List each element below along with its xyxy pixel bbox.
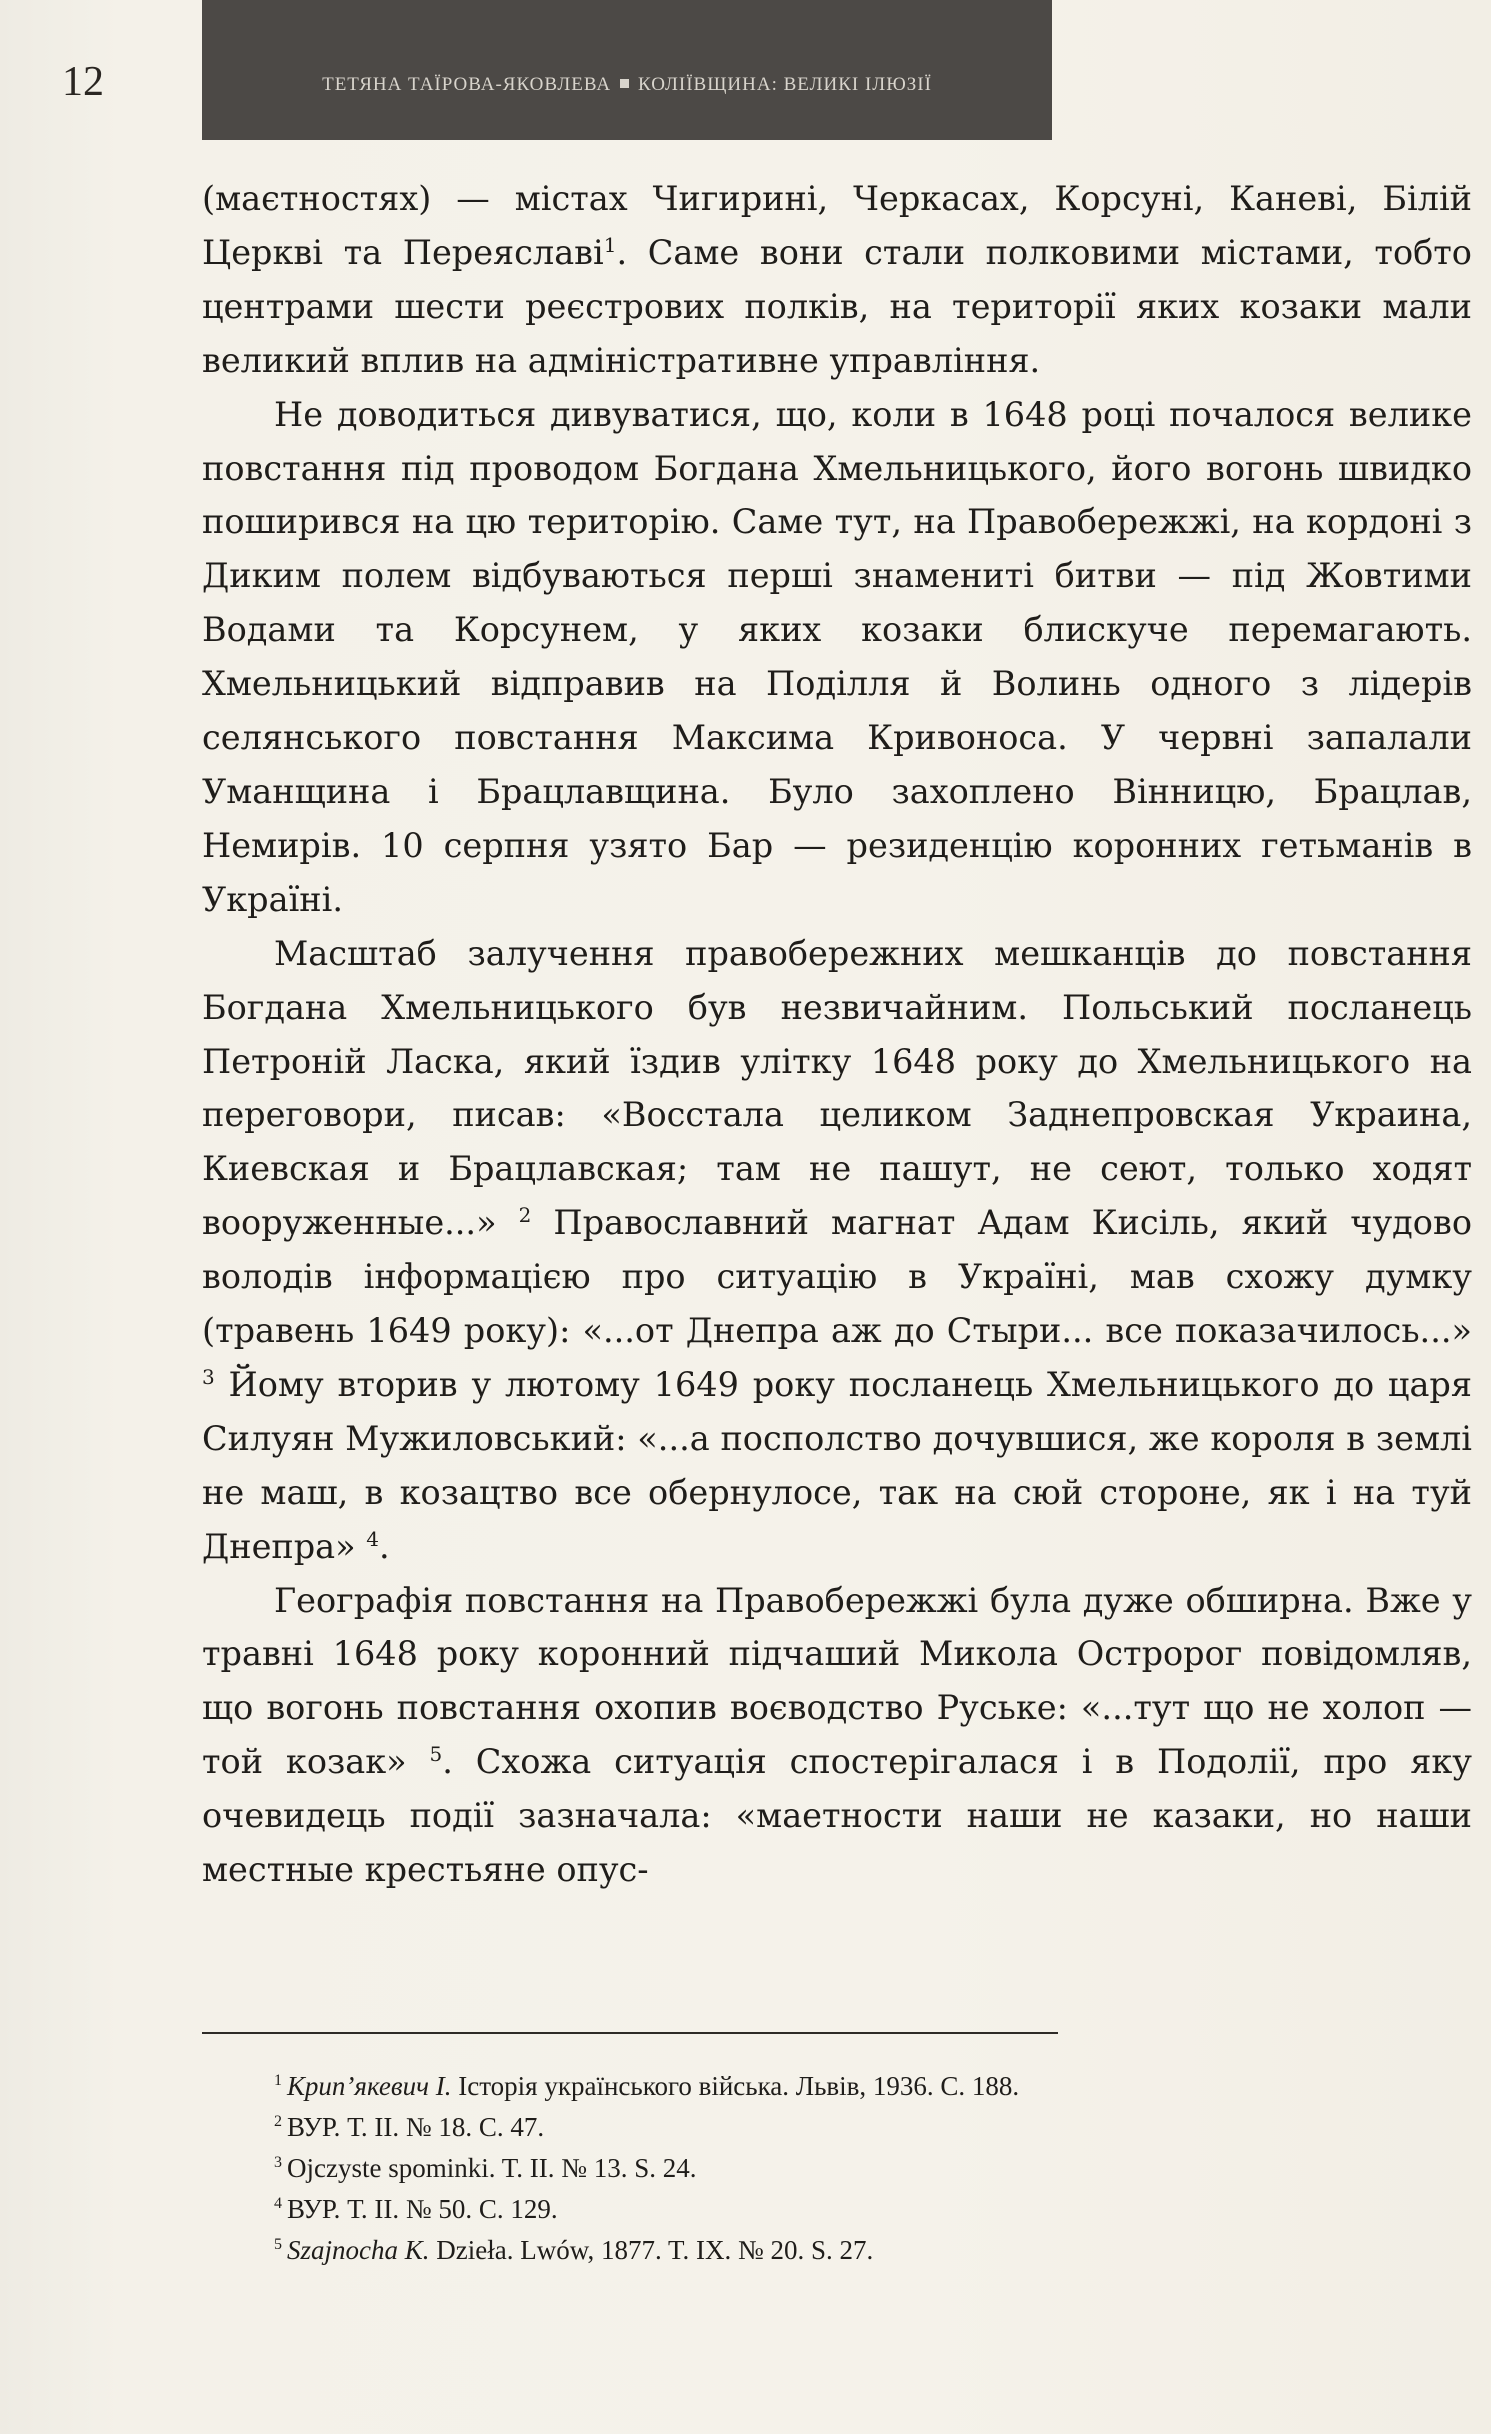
paragraph-text: . Схожа ситуація спостерігалася і в Подолії, про яку очевидець події зазначала: «маетности наши не казаки, но наши местные крестьяне опус- (202, 1742, 1472, 1890)
footnote-reference: 3 (202, 1364, 215, 1389)
footnote-text: Історія українського війська. Львів, 1936. С. 188. (451, 2071, 1020, 2101)
footnote-number: 2 (274, 2113, 282, 2130)
paragraph-text: (маєтностях) — містах Чигирині, Черкасах, Корсуні, Каневі, Білій Церкві та Переяславі (202, 179, 1472, 272)
footnote-number: 1 (274, 2072, 282, 2089)
footnote-text: Dzieła. Lwów, 1877. T. IX. № 20. S. 27. (429, 2235, 874, 2265)
paragraph (202, 927, 1472, 1574)
footnote-reference: 1 (603, 232, 617, 257)
paragraph-text: . Саме вони стали полковими містами, тобто центрами шести реєстрових полків, на території яких козаки мали великий вплив на адміністративне управління. (202, 232, 1472, 380)
footnote (274, 2227, 1424, 2268)
footnote-number: 3 (274, 2154, 282, 2171)
running-header-text (202, 74, 1052, 96)
footnote-text: Ojczyste spominki. T. II. № 13. S. 24. (287, 2153, 697, 2183)
footnote-author: Крип’якевич І. (287, 2071, 452, 2101)
footnote-reference: 2 (518, 1203, 532, 1228)
footnote-author: Szajnocha K. (287, 2235, 430, 2265)
main-text (202, 172, 1472, 1897)
running-header (202, 0, 1052, 140)
paragraph (202, 172, 1472, 388)
footnote (274, 2145, 1424, 2186)
paragraph-text: Географія повстання на Правобережжі була дуже обширна. Вже у травні 1648 року коронний підчаший Микола Остророг повідомляв, що вогонь повстання охопив воєводство Руське: «...тут що не холоп — той козак» (202, 1580, 1472, 1782)
paragraph (202, 1574, 1472, 1897)
footnote-number: 5 (274, 2236, 282, 2253)
paragraph-text: Православний магнат Адам Кисіль, який чудово володів інформацією про ситуацію в Україні, мав схожу думку (травень 1649 року): «...от Днепра аж до Стыри... все показачилось...» (202, 1203, 1472, 1351)
paragraph-text: Йому вторив у лютому 1649 року посланець Хмельницького до царя Силуян Мужиловський: «...а посполство дочувшися, же короля в землі не маш, в козацтво все обернулосе, так на сюй стороне, як і на туй Днепра» (202, 1364, 1472, 1566)
page-number: 12 (62, 59, 104, 105)
header-book-title: КОЛІЇВЩИНА: ВЕЛИКІ ІЛЮЗІЇ (638, 74, 932, 95)
footnote-number: 4 (274, 2195, 282, 2212)
footnotes (274, 2063, 1424, 2268)
footnote (274, 2104, 1424, 2145)
footnote (274, 2186, 1424, 2227)
footnote-text: ВУР. Т. II. № 18. С. 47. (287, 2112, 545, 2142)
paragraph-text: . (379, 1526, 390, 1566)
footnote (274, 2063, 1424, 2104)
footnote-reference: 4 (366, 1526, 380, 1551)
footnote-reference: 5 (429, 1742, 443, 1767)
paragraph (202, 388, 1472, 927)
footnote-text: ВУР. Т. II. № 50. С. 129. (287, 2194, 558, 2224)
square-bullet-icon (620, 79, 629, 88)
paragraph-text: Масштаб залучення правобережних мешканців до повстання Богдана Хмельницького був незвичайним. Польський посланець Петроній Ласка, який їздив улітку 1648 року до Хмельницького на переговори, писав: «Восстала целиком Заднепровская Украина, Киевская и Брацлавская; там не пашут, не сеют, только ходят вооруженные...» (202, 933, 1472, 1243)
paragraph-text: Не доводиться дивуватися, що, коли в 1648 році почалося велике повстання під проводом Богдана Хмельницького, його вогонь швидко поширився на цю територію. Саме тут, на Правобережжі, на кордоні з Диким полем відбуваються перші знамениті битви — під Жовтими Водами та Корсунем, у яких козаки блискуче перемагають. Хмельницький відправив на Поділля й Волинь одного з лідерів селянського повстання Максима Кривоноса. У червні запалали Уманщина і Брацлавщина. Було захоплено Вінницю, Брацлав, Немирів. 10 серпня узято Бар — резиденцію коронних гетьманів в Україні. (202, 394, 1472, 919)
footnote-separator (202, 2032, 1058, 2034)
header-author: ТЕТЯНА ТАЇРОВА-ЯКОВЛЕВА (322, 74, 612, 95)
